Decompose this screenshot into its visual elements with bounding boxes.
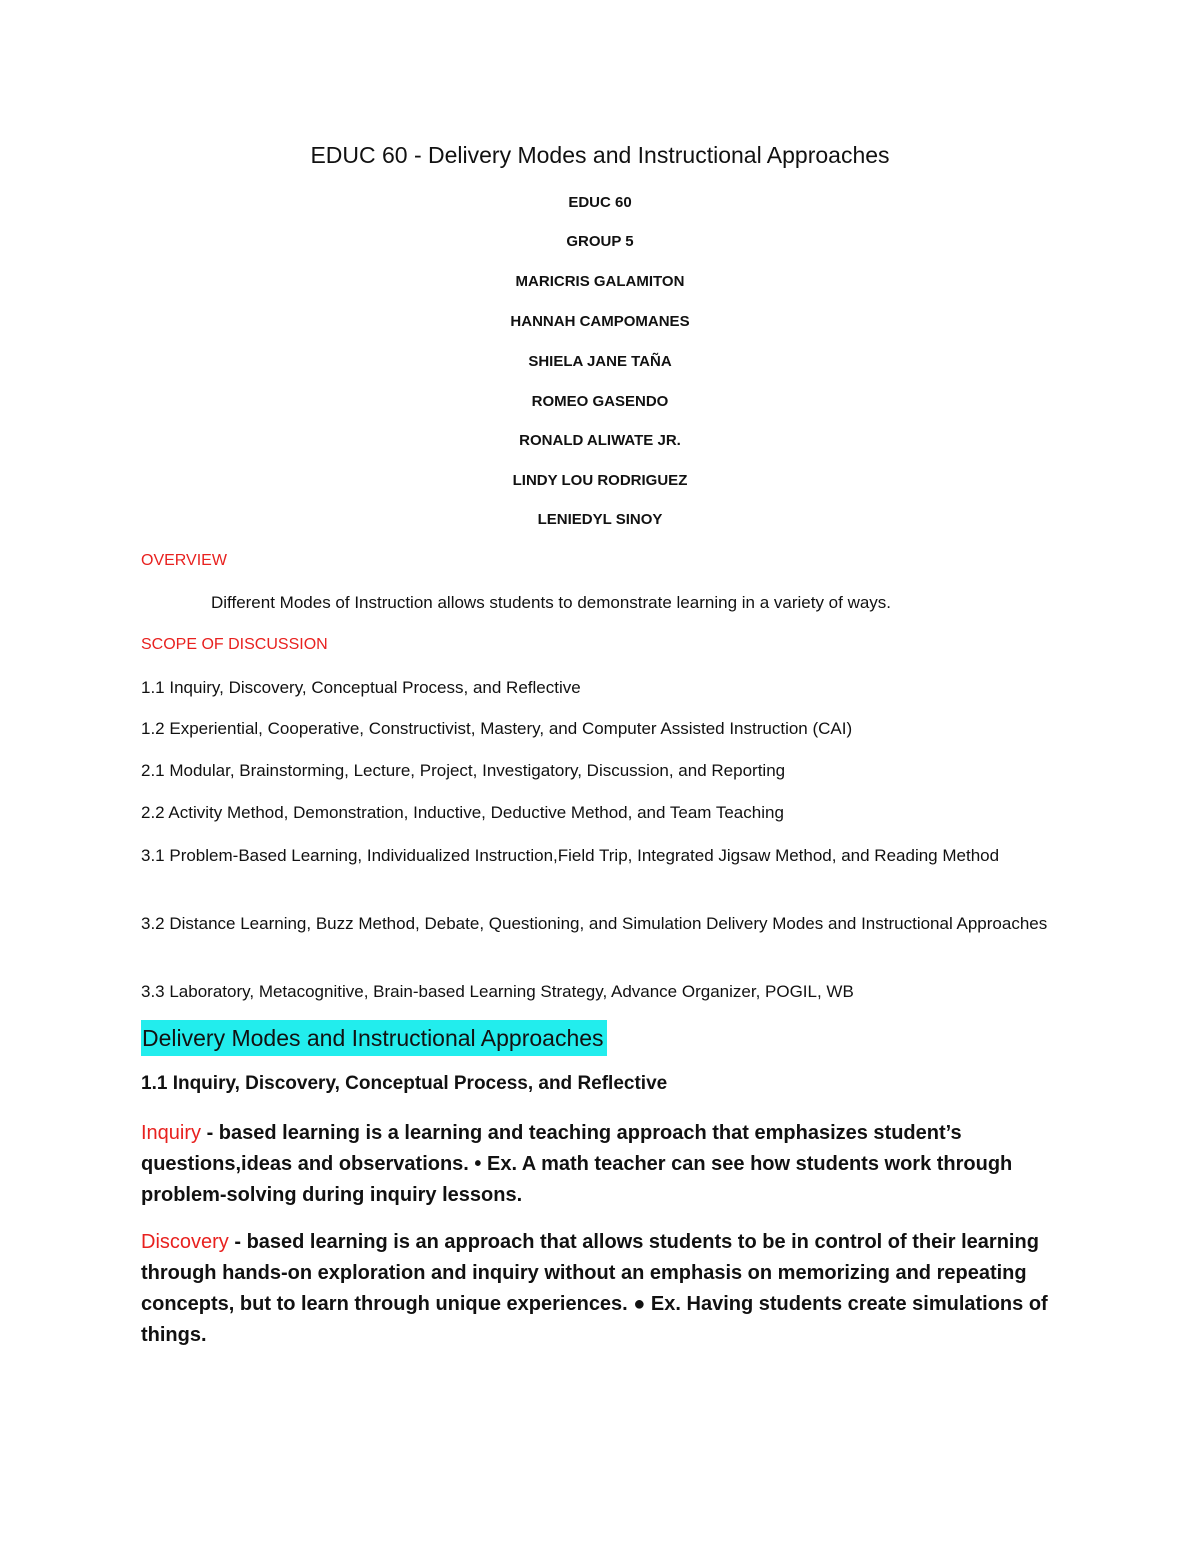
term-inquiry: Inquiry bbox=[141, 1122, 202, 1144]
section-heading: Delivery Modes and Instructional Approaches bbox=[141, 1020, 607, 1056]
paragraph-text: - based learning is a learning and teaching approach that emphasizes student’s questions,ideas and observations. • Ex. A math teacher can see how students work through problem-solving during inquiry lessons. bbox=[141, 1122, 1013, 1206]
member-name: LENIEDYL SINOY bbox=[537, 511, 663, 528]
member-name: SHIELA JANE TAÑA bbox=[528, 353, 672, 370]
document-title: EDUC 60 - Delivery Modes and Instructional Approaches bbox=[310, 142, 890, 168]
group-label: GROUP 5 bbox=[566, 233, 634, 250]
subsection-heading: 1.1 Inquiry, Discovery, Conceptual Process, and Reflective bbox=[141, 1073, 668, 1094]
scope-item: 3.1 Problem-Based Learning, Individualized Instruction,Field Trip, Integrated Jigsaw Method, and Reading Method bbox=[141, 846, 1000, 865]
scope-item: 1.2 Experiential, Cooperative, Constructivist, Mastery, and Computer Assisted Instruction (CAI) bbox=[141, 719, 853, 738]
scope-item: 3.3 Laboratory, Metacognitive, Brain-based Learning Strategy, Advance Organizer, POGIL, WB bbox=[141, 982, 854, 1001]
paragraph-discovery bbox=[141, 1227, 1061, 1351]
member-name: HANNAH CAMPOMANES bbox=[510, 313, 690, 330]
scope-item: 2.1 Modular, Brainstorming, Lecture, Project, Investigatory, Discussion, and Reporting bbox=[141, 761, 786, 780]
overview-text: Different Modes of Instruction allows students to demonstrate learning in a variety of ways. bbox=[211, 593, 892, 612]
member-name: LINDY LOU RODRIGUEZ bbox=[512, 472, 688, 489]
scope-item: 3.2 Distance Learning, Buzz Method, Debate, Questioning, and Simulation Delivery Modes and Instructional Approaches bbox=[141, 914, 1048, 933]
overview-label: OVERVIEW bbox=[141, 552, 227, 569]
paragraph-inquiry bbox=[141, 1118, 1061, 1211]
member-name: ROMEO GASENDO bbox=[531, 393, 669, 410]
scope-item: 1.1 Inquiry, Discovery, Conceptual Process, and Reflective bbox=[141, 678, 581, 697]
member-name: MARICRIS GALAMITON bbox=[515, 273, 685, 290]
paragraph-text: - based learning is an approach that allows students to be in control of their learning through hands-on exploration and inquiry without an emphasis on memorizing and repeating concepts, but to learn through unique experiences. ● Ex. Having students create simulations of things. bbox=[141, 1231, 1048, 1346]
scope-item: 2.2 Activity Method, Demonstration, Inductive, Deductive Method, and Team Teaching bbox=[141, 803, 784, 822]
term-discovery: Discovery bbox=[141, 1231, 229, 1253]
scope-label: SCOPE OF DISCUSSION bbox=[141, 636, 328, 653]
member-name: RONALD ALIWATE JR. bbox=[519, 432, 681, 449]
course-code: EDUC 60 bbox=[568, 194, 632, 211]
